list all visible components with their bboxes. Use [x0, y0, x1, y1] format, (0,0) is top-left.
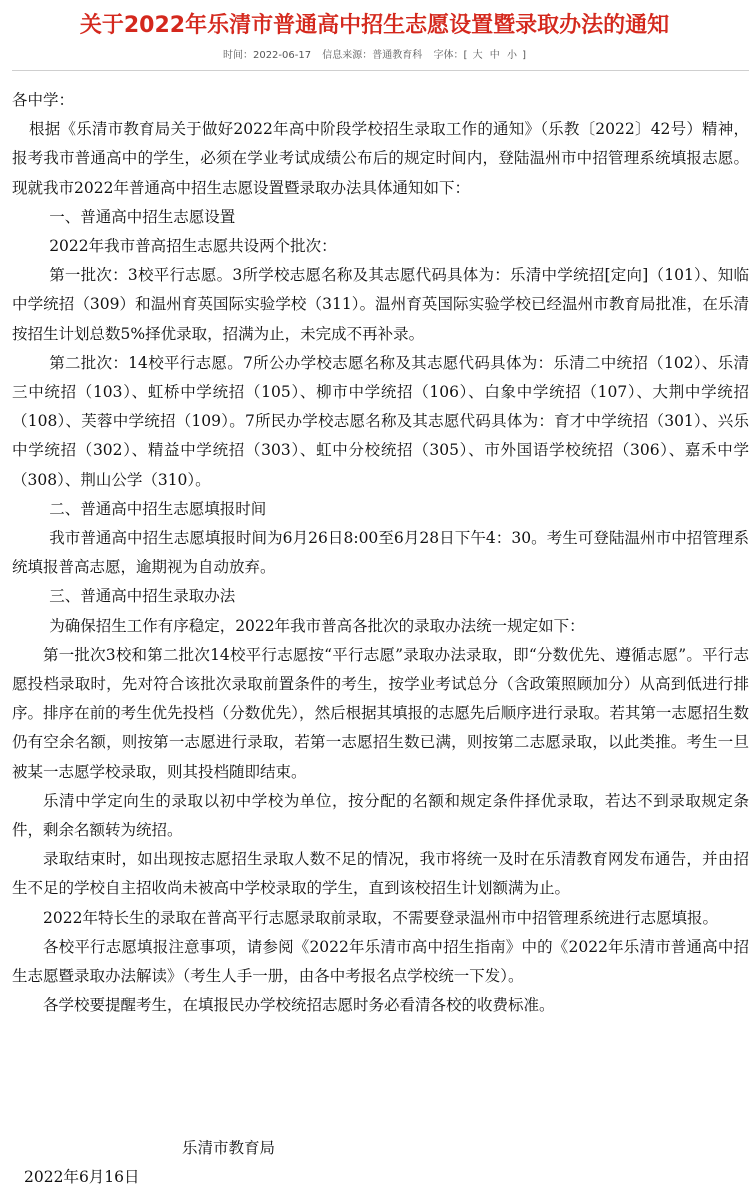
paragraph-directed: 乐清中学定向生的录取以初中学校为单位，按分配的名额和规定条件择优录取，若达不到录取规定条件，剩余名额转为统招。	[12, 791, 749, 840]
section-heading-1: 一、普通高中招生志愿设置	[49, 207, 236, 226]
font-size-large-link[interactable]: 大	[472, 50, 483, 61]
intro-paragraph: 根据《乐清市教育局关于做好2022年高中阶段学校招生录取工作的通知》（乐教〔2022〕42号）精神，报考我市普通高中的学生，必须在学业考试成绩公布后的规定时间内，登陆温州市中招管理系统填报志愿。现就我市2022年普通高中招生志愿设置暨录取办法具体通知如下：	[12, 120, 749, 197]
font-size-medium-link[interactable]: 中	[489, 50, 500, 61]
article-title: 关于2022年乐清市普通高中招生志愿设置暨录取办法的通知	[79, 13, 670, 38]
section-heading-3: 三、普通高中招生录取办法	[49, 587, 236, 606]
paragraph-first-batch: 第一批次：3校平行志愿。3所学校志愿名称及其志愿代码具体为：乐清中学统招[定向]（101）、知临中学统招（309）和温州育英国际实验学校（311）。温州育英国际实验学校已经温州市教育局批准，在乐清按招生计划总数5%择优录取，招满为止，未完成不再补录。	[12, 266, 749, 343]
signature: 乐清市教育局	[182, 1139, 276, 1157]
publish-time: 时间：2022-06-17	[222, 50, 312, 61]
article-meta	[0, 46, 749, 61]
font-size-control	[433, 50, 526, 61]
font-size-bracket: ]	[522, 50, 527, 61]
font-size-small-link[interactable]: 小	[506, 50, 517, 61]
paragraph-fees: 各学校要提醒考生，在填报民办学校统招志愿时务必看清各校的收费标准。	[43, 996, 555, 1015]
paragraph-guide: 各校平行志愿填报注意事项，请参阅《2022年乐清市高中招生指南》中的《2022年乐清市普通高中招生志愿暨录取办法解读》（考生人手一册，由各中考报名点学校统一下发）。	[12, 937, 749, 986]
paragraph-second-batch: 第二批次：14校平行志愿。7所公办学校志愿名称及其志愿代码具体为：乐清二中统招（102）、乐清三中统招（103）、虹桥中学统招（105）、柳市中学统招（106）、白象中学统招（107）、大荆中学统招（108）、芙蓉中学统招（109）。7所民办学校志愿名称及其志愿代码具体为：育才中学统招（301）、兴乐中学统招（302）、精益中学统招（303）、虹中分校统招（305）、市外国语学校统招（306）、嘉禾中学（308）、荆山公学（310）。	[12, 353, 749, 489]
greeting: 各中学：	[12, 91, 75, 109]
title-divider	[12, 70, 749, 71]
paragraph-batches: 2022年我市普高招生志愿共设两个批次：	[49, 237, 337, 256]
info-source: 信息来源：普通教育科	[322, 50, 423, 61]
article-body	[12, 86, 749, 1021]
section-heading-2: 二、普通高中招生志愿填报时间	[49, 499, 267, 518]
paragraph-parallel: 第一批次3校和第二批次14校平行志愿按“平行志愿”录取办法录取，即“分数优先、遵循志愿”。平行志愿投档录取时，先对符合该批次录取前置条件的考生，按学业考试总分（含政策照顾加分）从高到低进行排序。排序在前的考生优先投档（分数优先），然后根据其填报的志愿先后顺序进行录取。若其第一志愿招生数仍有空余名额，则按第一志愿进行录取，若第一志愿招生数已满，则按第二志愿录取，以此类推。考生一旦被某一志愿学校录取，则其投档随即结束。	[12, 645, 749, 781]
paragraph-shortfall: 录取结束时，如出现按志愿招生录取人数不足的情况，我市将统一及时在乐清教育网发布通告，并由招生不足的学校自主招收尚未被高中学校录取的学生，直到该校招生计划额满为止。	[12, 850, 749, 898]
signature-date: 2022年6月16日	[24, 1168, 140, 1186]
paragraph-rules: 为确保招生工作有序稳定，2022年我市普高各批次的录取办法统一规定如下：	[49, 616, 585, 635]
paragraph-special: 2022年特长生的录取在普高平行志愿录取前录取，不需要登录温州市中招管理系统进行志愿填报。	[43, 908, 718, 927]
paragraph-time: 我市普通高中招生志愿填报时间为6月26日8:00至6月28日下午4：30。考生可登陆温州市中招管理系统填报普高志愿，逾期视为自动放弃。	[12, 529, 749, 577]
font-size-label: 字体：[	[433, 50, 468, 61]
